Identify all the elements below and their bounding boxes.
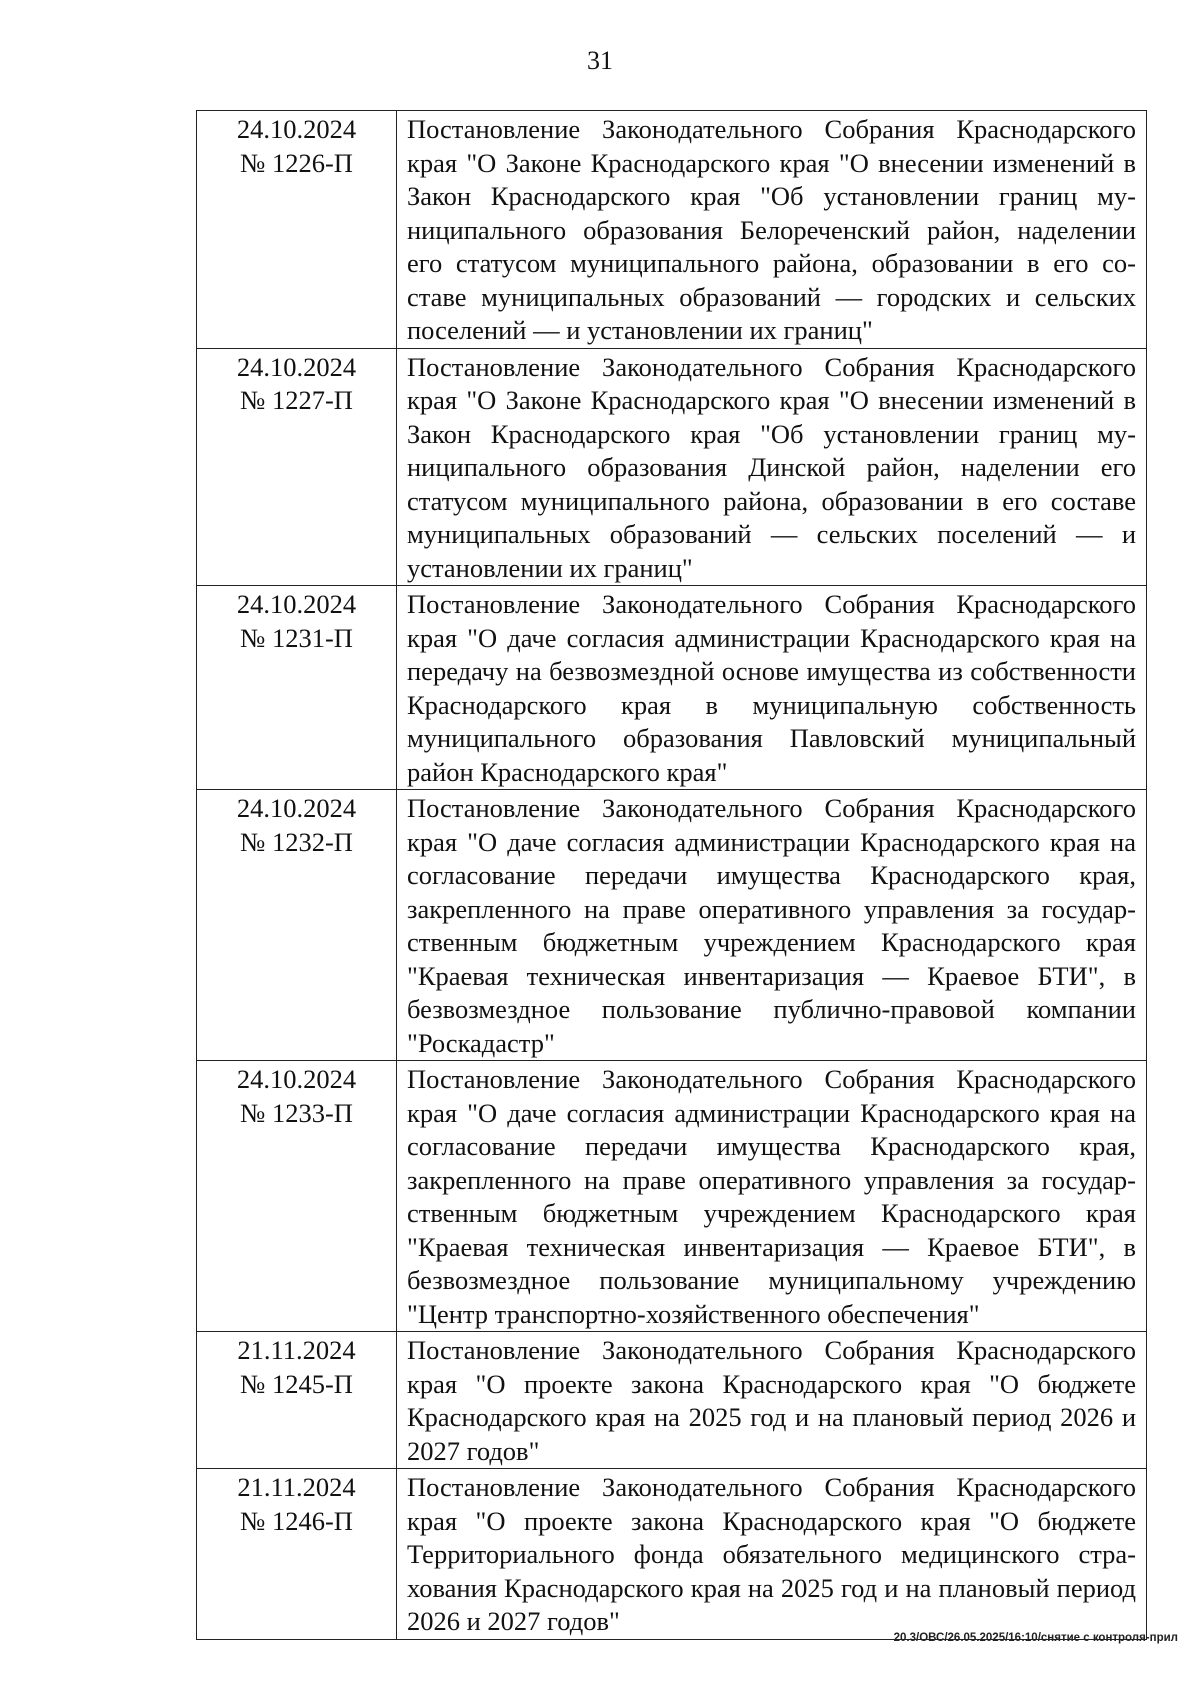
resolution-text: Постановление Законодательного Собрания Краснодарского края "О проекте закона Краснодарского края "О бюджете Краснодарского края на 2025 год и на плановый период 2026 и 2027 годов" <box>397 1332 1147 1469</box>
row-date: 24.10.2024 <box>236 589 357 619</box>
table-row <box>197 1332 1147 1469</box>
date-number-cell <box>197 790 397 1061</box>
page-number: 31 <box>587 46 613 75</box>
row-date: 24.10.2024 <box>236 351 357 382</box>
date-number-cell <box>197 348 397 586</box>
row-number: № 1246-П <box>240 1505 353 1536</box>
date-number-cell <box>197 1332 397 1469</box>
row-number: № 1227-П <box>240 385 353 415</box>
date-number-cell <box>197 1061 397 1332</box>
table-row <box>197 586 1147 790</box>
resolution-text: Постановление Законодательного Собрания Краснодарского края "О проекте закона Краснодарского края "О бюджете Территориального фонда обязательного медицинского страхования Краснодарского края на 2025 год и на плановый период 2026 и 2027 годов" <box>397 1469 1147 1640</box>
resolution-text: Постановление Законодательного Собрания Краснодарского края "О даче согласия администрации Краснодарского края на согласование передачи имущества Краснодарского края, закрепленного на праве оперативного управления за государственным бюджетным учреждением Краснодарского края "Краевая техническая инвентаризация — Краевое БТИ", в безвозмездное пользование публично-правовой компании "Роскадастр" <box>397 790 1147 1061</box>
table-row <box>197 111 1147 349</box>
table-row <box>197 790 1147 1061</box>
row-number: № 1233-П <box>240 1097 353 1128</box>
date-number-cell <box>197 111 397 349</box>
row-date: 21.11.2024 <box>237 1472 356 1502</box>
row-number: № 1226-П <box>240 147 353 178</box>
resolutions-table <box>196 110 1147 1640</box>
row-date: 21.11.2024 <box>237 1335 356 1365</box>
table-row <box>197 1061 1147 1332</box>
footer-document-code: 20.3/ОВС/26.05.2025/16:10/снятие с контроля-прил <box>893 1632 1178 1644</box>
row-date: 24.10.2024 <box>236 1064 357 1094</box>
row-number: № 1232-П <box>240 826 353 857</box>
resolution-text: Постановление Законодательного Собрания Краснодарского края "О Законе Краснодарского края "О внесении изменений в Закон Краснодарского края "Об установлении границ муниципального образования Белореченский район, наделении его статусом муниципального района, образовании в его составе муниципальных образований — городских и сельских поселений — и установлении их границ" <box>397 111 1147 349</box>
table-row <box>197 348 1147 586</box>
resolution-text: Постановление Законодательного Собрания Краснодарского края "О Законе Краснодарского края "О внесении изменений в Закон Краснодарского края "Об установлении границ муниципального образования Динской район, наделении его статусом муниципального района, образовании в его составе муниципальных образований — сельских поселений — и установлении их границ" <box>397 348 1147 586</box>
resolution-text: Постановление Законодательного Собрания Краснодарского края "О даче согласия администрации Краснодарского края на согласование передачи имущества Краснодарского края, закрепленного на праве оперативного управления за государственным бюджетным учреждением Краснодарского края "Краевая техническая инвентаризация — Краевое БТИ", в безвозмездное пользование муниципальному учреждению "Центр транспортно-хозяйственного обеспечения" <box>397 1061 1147 1332</box>
date-number-cell <box>197 586 397 790</box>
date-number-cell <box>197 1469 397 1640</box>
row-date: 24.10.2024 <box>236 114 357 144</box>
row-number: № 1231-П <box>240 622 353 653</box>
resolution-text: Постановление Законодательного Собрания Краснодарского края "О даче согласия администрации Краснодарского края на передачу на безвозмездной основе имущества из собственности Краснодарского края в муниципальную собственность муниципального образования Павловский муниципальный район Краснодарского края" <box>397 586 1147 790</box>
table-row <box>197 1469 1147 1640</box>
row-number: № 1245-П <box>240 1368 353 1399</box>
row-date: 24.10.2024 <box>236 793 357 823</box>
